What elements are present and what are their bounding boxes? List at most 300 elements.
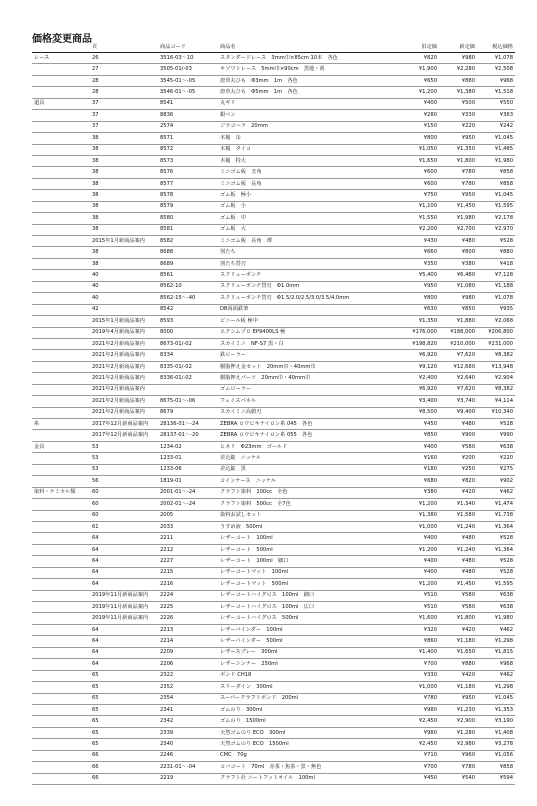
- cell-product-code: 2209: [158, 647, 218, 658]
- cell-product-code: 2001-01〜-24: [158, 487, 218, 498]
- cell-new-price: ¥9,400: [439, 407, 477, 418]
- cell-old-price: ¥660: [401, 247, 439, 258]
- cell-product-name: コバコート 70ml 赤茶・焦茶・黒・無色: [218, 762, 401, 773]
- cell-new-price: ¥420: [439, 670, 477, 681]
- cell-tax-included-price: ¥275: [477, 464, 515, 475]
- cell-page: 28: [90, 87, 158, 98]
- cell-category: [32, 624, 90, 635]
- table-row: [32, 87, 515, 98]
- cell-product-code: 8336-01/-02: [158, 373, 218, 384]
- cell-category: [32, 544, 90, 555]
- cell-new-price: ¥580: [439, 441, 477, 452]
- cell-tax-included-price: ¥1,364: [477, 521, 515, 532]
- cell-category: [32, 258, 90, 269]
- cell-category: [32, 499, 90, 510]
- cell-old-price: ¥400: [401, 441, 439, 452]
- cell-page: 64: [90, 556, 158, 567]
- cell-category: [32, 270, 90, 281]
- cell-page: 38: [90, 133, 158, 144]
- cell-page: 64: [90, 579, 158, 590]
- cell-old-price: ¥630: [401, 304, 439, 315]
- cell-category: [32, 316, 90, 327]
- cell-tax-included-price: ¥528: [477, 533, 515, 544]
- cell-tax-included-price: ¥1,353: [477, 704, 515, 715]
- cell-tax-included-price: ¥638: [477, 602, 515, 613]
- cell-page: 2021年2月新商品案内: [90, 373, 158, 384]
- cell-tax-included-price: ¥638: [477, 441, 515, 452]
- table-row: [32, 636, 515, 647]
- cell-tax-included-price: ¥1,298: [477, 682, 515, 693]
- column-header-page: 頁: [90, 43, 158, 53]
- cell-tax-included-price: ¥594: [477, 773, 515, 784]
- cell-tax-included-price: ¥7,128: [477, 270, 515, 281]
- cell-category: [32, 361, 90, 372]
- cell-category: [32, 636, 90, 647]
- table-row: [32, 739, 515, 750]
- cell-page: 65: [90, 670, 158, 681]
- cell-page: 66: [90, 762, 158, 773]
- cell-product-code: 8582: [158, 236, 218, 247]
- cell-product-code: 2216: [158, 579, 218, 590]
- table-row: [32, 64, 515, 75]
- cell-new-price: ¥2,700: [439, 224, 477, 235]
- cell-page: 2021年2月新商品案内: [90, 396, 158, 407]
- cell-category: レース: [32, 53, 90, 64]
- table-row: [32, 510, 515, 521]
- cell-product-code: 28136-01〜-24: [158, 419, 218, 430]
- cell-old-price: ¥800: [401, 133, 439, 144]
- table-row: [32, 476, 515, 487]
- table-row: [32, 144, 515, 155]
- cell-new-price: ¥1,380: [439, 87, 477, 98]
- table-row: [32, 624, 515, 635]
- cell-old-price: ¥1,900: [401, 64, 439, 75]
- cell-new-price: ¥850: [439, 304, 477, 315]
- cell-category: [32, 338, 90, 349]
- cell-tax-included-price: ¥858: [477, 178, 515, 189]
- cell-page: 64: [90, 533, 158, 544]
- cell-new-price: ¥960: [439, 750, 477, 761]
- cell-product-name: 樹脂押えパーツ 20mm巾・40mm巾: [218, 373, 401, 384]
- cell-page: 40: [90, 281, 158, 292]
- cell-product-name: 木槌 特大: [218, 155, 401, 166]
- cell-tax-included-price: ¥1,408: [477, 727, 515, 738]
- cell-product-name: ボンド CH18: [218, 670, 401, 681]
- cell-category: [32, 510, 90, 521]
- table-row: [32, 190, 515, 201]
- cell-old-price: ¥650: [401, 75, 439, 86]
- table-row: [32, 178, 515, 189]
- cell-tax-included-price: ¥363: [477, 110, 515, 121]
- cell-new-price: ¥1,240: [439, 521, 477, 532]
- cell-product-name: コインケース ニッケル: [218, 476, 401, 487]
- cell-product-code: 2211: [158, 533, 218, 544]
- cell-new-price: ¥7,620: [439, 350, 477, 361]
- table-row: [32, 98, 515, 109]
- cell-product-name: ビニール板 極中: [218, 316, 401, 327]
- cell-new-price: ¥1,450: [439, 201, 477, 212]
- cell-category: [32, 224, 90, 235]
- table-row: [32, 419, 515, 430]
- cell-tax-included-price: ¥462: [477, 670, 515, 681]
- cell-product-name: キソワトレース 5mm巾×90cm 黒地・黄: [218, 64, 401, 75]
- cell-old-price: ¥700: [401, 659, 439, 670]
- table-row: [32, 53, 515, 64]
- cell-page: 27: [90, 64, 158, 75]
- cell-page: 38: [90, 190, 158, 201]
- cell-category: [32, 407, 90, 418]
- table-row: [32, 270, 515, 281]
- cell-page: 38: [90, 167, 158, 178]
- cell-tax-included-price: ¥220: [477, 453, 515, 464]
- cell-page: 37: [90, 98, 158, 109]
- cell-old-price: ¥1,200: [401, 499, 439, 510]
- table-row: [32, 499, 515, 510]
- cell-product-name: 鉄ローラー: [218, 350, 401, 361]
- table-row: [32, 316, 515, 327]
- cell-product-name: スクリューポンチ替刃 Φ1.0mm: [218, 281, 401, 292]
- cell-new-price: ¥950: [439, 133, 477, 144]
- cell-page: 2021年2月新商品案内: [90, 361, 158, 372]
- cell-product-name: レザーバインダー 100ml: [218, 624, 401, 635]
- cell-product-code: 2227: [158, 556, 218, 567]
- cell-old-price: ¥1,200: [401, 544, 439, 555]
- cell-product-name: スカイミニ NF-S7 黒・白: [218, 338, 401, 349]
- cell-category: [32, 682, 90, 693]
- cell-tax-included-price: ¥1,298: [477, 636, 515, 647]
- table-row: [32, 407, 515, 418]
- cell-old-price: ¥1,380: [401, 510, 439, 521]
- cell-product-code: 8581: [158, 224, 218, 235]
- cell-old-price: ¥1,550: [401, 213, 439, 224]
- cell-old-price: ¥330: [401, 670, 439, 681]
- cell-tax-included-price: ¥4,114: [477, 396, 515, 407]
- cell-old-price: ¥180: [401, 464, 439, 475]
- cell-product-code: 2002-01〜-24: [158, 499, 218, 510]
- cell-product-code: 2246: [158, 750, 218, 761]
- cell-product-code: 2224: [158, 590, 218, 601]
- cell-new-price: ¥200: [439, 453, 477, 464]
- cell-page: 38: [90, 213, 158, 224]
- cell-new-price: ¥210,000: [439, 338, 477, 349]
- cell-tax-included-price: ¥1,045: [477, 190, 515, 201]
- cell-product-code: 8577: [158, 178, 218, 189]
- cell-old-price: ¥380: [401, 487, 439, 498]
- cell-page: 37: [90, 121, 158, 132]
- cell-new-price: ¥580: [439, 602, 477, 613]
- cell-new-price: ¥1,450: [439, 579, 477, 590]
- cell-new-price: ¥950: [439, 190, 477, 201]
- cell-category: [32, 293, 90, 304]
- cell-old-price: ¥400: [401, 556, 439, 567]
- cell-page: 64: [90, 636, 158, 647]
- cell-product-code: 8000: [158, 327, 218, 338]
- cell-new-price: ¥380: [439, 258, 477, 269]
- cell-product-name: ミニゴム板 長角 薄: [218, 236, 401, 247]
- cell-product-code: 2005: [158, 510, 218, 521]
- cell-product-code: 8593: [158, 316, 218, 327]
- cell-tax-included-price: ¥858: [477, 167, 515, 178]
- cell-product-name: ZEBRA ロウビキナイロン糸 055 各色: [218, 430, 401, 441]
- cell-product-name: フェイスパネル: [218, 396, 401, 407]
- cell-new-price: ¥1,800: [439, 155, 477, 166]
- cell-product-name: 差込錠 ニッケル: [218, 453, 401, 464]
- cell-product-code: 2574: [158, 121, 218, 132]
- cell-product-name: 唐草丸ひも Φ5mm 1m 各色: [218, 87, 401, 98]
- cell-category: [32, 533, 90, 544]
- cell-product-code: [158, 384, 218, 395]
- cell-page: 65: [90, 727, 158, 738]
- cell-product-code: 8334: [158, 350, 218, 361]
- cell-tax-included-price: ¥242: [477, 121, 515, 132]
- cell-tax-included-price: ¥1,078: [477, 53, 515, 64]
- cell-product-code: 1233-06: [158, 464, 218, 475]
- cell-tax-included-price: ¥528: [477, 556, 515, 567]
- cell-page: 28: [90, 75, 158, 86]
- cell-product-code: 1819-01: [158, 476, 218, 487]
- cell-old-price: ¥176,000: [401, 327, 439, 338]
- cell-tax-included-price: ¥528: [477, 236, 515, 247]
- cell-page: 60: [90, 510, 158, 521]
- cell-product-name: 木槌 缶: [218, 133, 401, 144]
- cell-page: 2019年4月新商品案内: [90, 327, 158, 338]
- cell-new-price: ¥2,280: [439, 64, 477, 75]
- cell-category: [32, 396, 90, 407]
- cell-category: 道具: [32, 98, 90, 109]
- cell-product-name: ゴムのり 1500ml: [218, 716, 401, 727]
- cell-product-code: 2339: [158, 727, 218, 738]
- cell-category: [32, 75, 90, 86]
- table-row: [32, 121, 515, 132]
- cell-new-price: ¥1,280: [439, 727, 477, 738]
- cell-tax-included-price: ¥8,382: [477, 350, 515, 361]
- cell-page: 2021年2月新商品案内: [90, 384, 158, 395]
- cell-new-price: ¥820: [439, 476, 477, 487]
- table-row: [32, 487, 515, 498]
- cell-old-price: ¥850: [401, 430, 439, 441]
- table-row: [32, 773, 515, 784]
- cell-page: 38: [90, 224, 158, 235]
- cell-category: [32, 464, 90, 475]
- cell-page: 65: [90, 716, 158, 727]
- cell-product-name: ゴムのり 300ml: [218, 704, 401, 715]
- cell-product-code: 2214: [158, 636, 218, 647]
- cell-tax-included-price: ¥3,278: [477, 739, 515, 750]
- cell-page: 38: [90, 178, 158, 189]
- cell-product-name: ZEBRA ロウビキナイロン糸 045 各色: [218, 419, 401, 430]
- table-row: [32, 613, 515, 624]
- cell-page: 53: [90, 453, 158, 464]
- cell-product-code: 8689: [158, 258, 218, 269]
- cell-old-price: ¥8,500: [401, 407, 439, 418]
- cell-new-price: ¥1,180: [439, 682, 477, 693]
- cell-category: [32, 167, 90, 178]
- cell-tax-included-price: ¥1,815: [477, 647, 515, 658]
- cell-product-code: 3505-01/-03: [158, 64, 218, 75]
- cell-tax-included-price: ¥462: [477, 487, 515, 498]
- cell-product-code: 2215: [158, 567, 218, 578]
- cell-category: [32, 613, 90, 624]
- cell-old-price: ¥2,450: [401, 716, 439, 727]
- cell-category: [32, 327, 90, 338]
- cell-product-name: ゴム板 小: [218, 201, 401, 212]
- table-row: [32, 521, 515, 532]
- cell-product-name: 木槌 タイコ: [218, 144, 401, 155]
- cell-tax-included-price: ¥8,382: [477, 384, 515, 395]
- table-row: [32, 727, 515, 738]
- cell-product-name: クラフト染料 100cc 全色: [218, 487, 401, 498]
- cell-product-code: 8679: [158, 407, 218, 418]
- cell-new-price: ¥500: [439, 98, 477, 109]
- table-row: [32, 750, 515, 761]
- cell-category: [32, 155, 90, 166]
- cell-tax-included-price: ¥550: [477, 98, 515, 109]
- cell-tax-included-price: ¥1,056: [477, 750, 515, 761]
- cell-page: 64: [90, 544, 158, 555]
- cell-page: 53: [90, 441, 158, 452]
- cell-old-price: ¥600: [401, 178, 439, 189]
- cell-old-price: ¥280: [401, 110, 439, 121]
- cell-tax-included-price: ¥2,904: [477, 373, 515, 384]
- table-row: [32, 373, 515, 384]
- cell-new-price: ¥880: [439, 659, 477, 670]
- cell-product-name: エクシムプロ EP9400LS 極: [218, 327, 401, 338]
- cell-old-price: ¥800: [401, 293, 439, 304]
- cell-category: 金具: [32, 441, 90, 452]
- cell-category: 糸: [32, 419, 90, 430]
- cell-tax-included-price: ¥528: [477, 419, 515, 430]
- table-row: [32, 384, 515, 395]
- cell-product-code: 8572: [158, 144, 218, 155]
- cell-tax-included-price: ¥1,045: [477, 693, 515, 704]
- column-header-product-code: 商品コード: [158, 43, 218, 53]
- cell-product-name: スクリューポンチ: [218, 270, 401, 281]
- table-row: [32, 258, 515, 269]
- cell-category: [32, 144, 90, 155]
- cell-old-price: ¥710: [401, 750, 439, 761]
- cell-category: [32, 647, 90, 658]
- cell-category: [32, 64, 90, 75]
- cell-new-price: ¥1,800: [439, 613, 477, 624]
- cell-category: [32, 247, 90, 258]
- table-row: [32, 556, 515, 567]
- cell-new-price: ¥880: [439, 75, 477, 86]
- cell-product-name: スリーダイン 300ml: [218, 682, 401, 693]
- cell-new-price: ¥220: [439, 121, 477, 132]
- cell-page: 38: [90, 258, 158, 269]
- cell-product-name: ゴム板 極小: [218, 190, 401, 201]
- cell-old-price: ¥400: [401, 567, 439, 578]
- cell-page: 2021年2月新商品案内: [90, 407, 158, 418]
- cell-product-name: 別たち: [218, 247, 401, 258]
- cell-old-price: ¥980: [401, 727, 439, 738]
- cell-product-name: 天然ゴムのり ECO 300ml: [218, 727, 401, 738]
- cell-new-price: ¥480: [439, 533, 477, 544]
- cell-old-price: ¥198,820: [401, 338, 439, 349]
- cell-new-price: ¥780: [439, 762, 477, 773]
- cell-new-price: ¥2,980: [439, 739, 477, 750]
- cell-tax-included-price: ¥990: [477, 430, 515, 441]
- cell-product-code: 28137-01〜-20: [158, 430, 218, 441]
- cell-product-code: 8579: [158, 201, 218, 212]
- cell-new-price: ¥2,640: [439, 373, 477, 384]
- cell-old-price: ¥1,100: [401, 201, 439, 212]
- cell-page: 65: [90, 704, 158, 715]
- cell-tax-included-price: ¥968: [477, 75, 515, 86]
- cell-category: [32, 133, 90, 144]
- cell-new-price: ¥12,680: [439, 361, 477, 372]
- cell-old-price: ¥400: [401, 98, 439, 109]
- cell-tax-included-price: ¥231,000: [477, 338, 515, 349]
- cell-product-name: レザーコート 100ml 細口: [218, 556, 401, 567]
- cell-category: [32, 567, 90, 578]
- cell-new-price: ¥900: [439, 430, 477, 441]
- cell-old-price: ¥950: [401, 281, 439, 292]
- cell-new-price: ¥950: [439, 693, 477, 704]
- cell-product-code: 8580: [158, 213, 218, 224]
- cell-page: 37: [90, 110, 158, 121]
- cell-product-name: レザーコート 100ml: [218, 533, 401, 544]
- cell-tax-included-price: ¥1,188: [477, 281, 515, 292]
- cell-new-price: ¥1,880: [439, 316, 477, 327]
- cell-new-price: ¥780: [439, 167, 477, 178]
- page-title: 価格変更商品: [32, 34, 92, 45]
- cell-category: [32, 693, 90, 704]
- cell-new-price: ¥480: [439, 236, 477, 247]
- table-row: [32, 704, 515, 715]
- cell-page: 2019年11月新商品案内: [90, 602, 158, 613]
- cell-new-price: ¥330: [439, 110, 477, 121]
- cell-category: [32, 704, 90, 715]
- cell-category: [32, 579, 90, 590]
- cell-new-price: ¥480: [439, 556, 477, 567]
- cell-page: 65: [90, 693, 158, 704]
- cell-old-price: ¥1,050: [401, 144, 439, 155]
- cell-page: 2015年1月新商品案内: [90, 236, 158, 247]
- cell-product-name: ゴムローラー: [218, 384, 401, 395]
- table-row: [32, 247, 515, 258]
- cell-product-name: ヒネリ Φ23mm ゴールド: [218, 441, 401, 452]
- table-row: [32, 201, 515, 212]
- cell-old-price: ¥1,350: [401, 316, 439, 327]
- cell-product-name: CMC 70g: [218, 750, 401, 761]
- cell-product-code: 8571: [158, 133, 218, 144]
- cell-tax-included-price: ¥1,518: [477, 87, 515, 98]
- table-row: [32, 75, 515, 86]
- column-header-product-name: 商品名: [218, 43, 401, 53]
- table-row: [32, 167, 515, 178]
- table-row: [32, 659, 515, 670]
- cell-product-name: クラフト社 ニートフットオイル 100ml: [218, 773, 401, 784]
- cell-category: [32, 476, 90, 487]
- cell-tax-included-price: ¥902: [477, 476, 515, 487]
- cell-page: 2015年1月新商品案内: [90, 316, 158, 327]
- cell-category: [32, 556, 90, 567]
- cell-old-price: ¥1,600: [401, 613, 439, 624]
- table-row: [32, 133, 515, 144]
- cell-page: 56: [90, 476, 158, 487]
- cell-product-name: うすめ液 500ml: [218, 521, 401, 532]
- cell-tax-included-price: ¥13,948: [477, 361, 515, 372]
- cell-old-price: ¥1,000: [401, 521, 439, 532]
- cell-page: 66: [90, 750, 158, 761]
- table-row: [32, 236, 515, 247]
- cell-new-price: ¥7,620: [439, 384, 477, 395]
- column-header-category: [32, 43, 90, 53]
- cell-page: 64: [90, 567, 158, 578]
- cell-product-name: レザーシンナー 250ml: [218, 659, 401, 670]
- cell-product-code: 2352: [158, 682, 218, 693]
